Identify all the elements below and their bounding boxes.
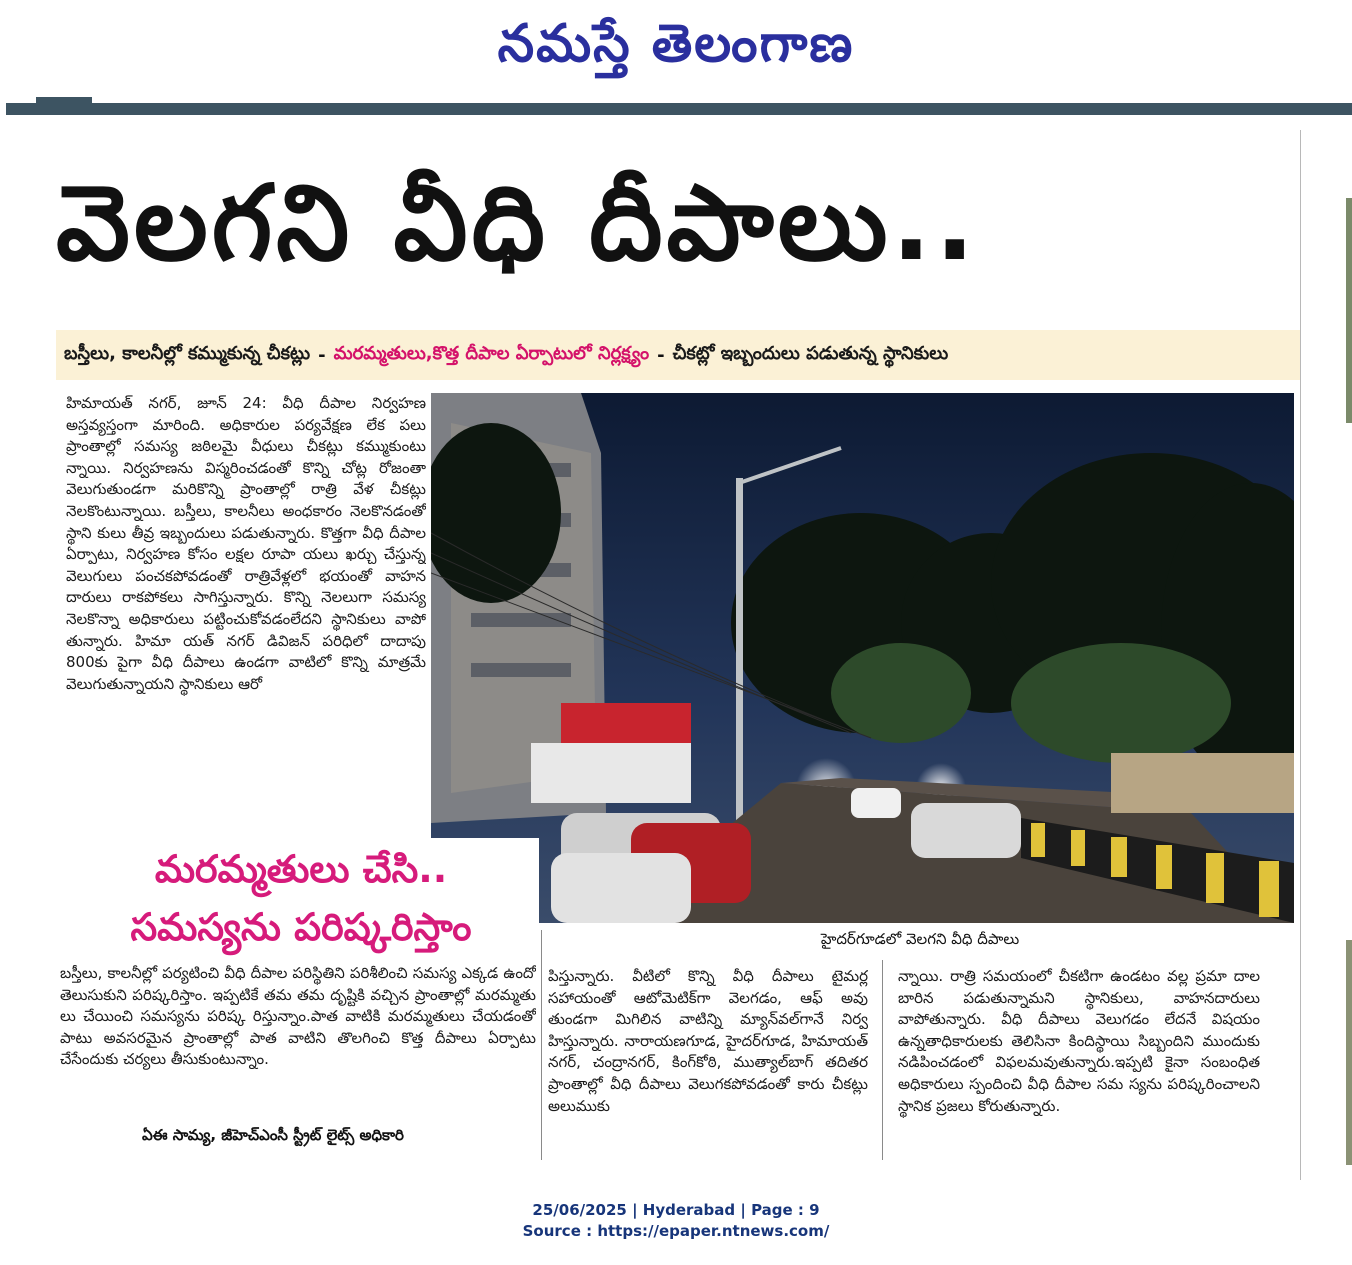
- column-rule: [541, 930, 542, 1160]
- deck-middle: మరమ్మతులు,కొత్త దీపాల ఏర్పాటులో నిర్లక్ష్యం: [333, 342, 650, 364]
- deck-separator: -: [657, 344, 665, 366]
- masthead: [0, 0, 1352, 100]
- column-rule: [882, 960, 883, 1160]
- deck-separator: -: [318, 344, 326, 366]
- street-photo: [431, 393, 1294, 923]
- article-column-3: న్నాయి. రాత్రి సమయంలో చీకటిగా ఉండటం వల్ల ప్రమా దాల బారిన పడుతున్నామని స్థానికులు, వాహనదారులు వాపోతున్నారు. వీధి దీపాలు వెలుగడం లేదనే విషయం ఉన్నతాధికారులకు తెలిసినా కిందిస్థాయి సిబ్బందిని ముందుకు నడిపించడంలో విఫలమవుతున్నారు.ఇప్పటి కైనా సంబంధిత అధికారులు స్పందించి వీధి దీపాల సమ స్యను పరిష్కరించాలని స్థానిక ప్రజలు కోరుతున్నారు.: [898, 967, 1260, 1115]
- adjacent-photo: [1346, 940, 1352, 1165]
- headline: వెలగని వీధి దీపాలు..: [56, 162, 979, 284]
- pull-quote-attribution: ఏఈ సామ్య, జీహెచ్ఎంసీ స్ట్రీట్ లైట్స్ అధికారి: [142, 1126, 404, 1144]
- pull-quote-body: బస్తీలు, కాలనీల్లో పర్యటించి వీధి దీపాల పరిస్థితిని పరిశీలించి సమస్య ఎక్కడ ఉందో తెలుసుకుని పరిష్కరిస్తాం. ఇప్పటికే తమ తమ దృష్టికి వచ్చిన ప్రాంతాల్లో మరమ్మతు లు చేయించి సమస్యను పరిష్క రిస్తున్నాం.పాత వాటికి మరమ్మతులు చేయడంతో పాటు అవసరమైన ప్రాంతాల్లో పాత వాటిని తొలగించి కొత్త దీపాలు ఏర్పాటు చేసేందుకు చర్యలు తీసుకుంటున్నాం.: [60, 964, 536, 1069]
- photo-caption: హైదర్‌గూడలో వెలగని వీధి దీపాలు: [820, 930, 1020, 948]
- article-column-2: పిస్తున్నారు. వీటిలో కొన్ని వీధి దీపాలు టైమర్ల సహాయంతో ఆటోమెటిక్‌గా వెలగడం, ఆఫ్ అవు తుండగా మిగిలిన వాటిన్ని మ్యాన్‌వల్‌గానే నిర్వ హిస్తున్నారు. నారాయణగూడ, హైదర్‌గూడ, హిమాయత్ నగర్, చంద్రానగర్, కింగ్‌కోఠి, ముత్యాల్‌బాగ్ తదితర ప్రాంతాల్లో వీధి దీపాలు వెలుగకపోవడంతో కారు చీకట్లు అలుముకు: [548, 967, 868, 1115]
- deck-right: చీకట్లో ఇబ్బందులు పడుతున్న స్థానికులు: [672, 342, 949, 364]
- sub-headline-bar: [56, 330, 1300, 380]
- deck-left: బస్తీలు, కాలనీల్లో కమ్ముకున్న చీకట్లు: [64, 342, 311, 364]
- page-footer: [0, 1200, 1352, 1242]
- masthead-rule: [6, 103, 1352, 115]
- pull-quote-line-2: సమస్యను పరిష్కరిస్తాం: [130, 905, 472, 949]
- column-divider: [1300, 130, 1301, 1180]
- article-column-1: హిమాయత్ నగర్, జూన్ 24: వీధి దీపాల నిర్వహణ అస్తవ్యస్తంగా మారింది. అధికారుల పర్యవేక్షణ లేక పలు ప్రాంతాల్లో సమస్య జఠిలమై వీధులు చీకట్లు కమ్ముకుంటు న్నాయి. నిర్వహణను విస్మరించడంతో కొన్ని చోట్ల రోజంతా వెలుగుతుండగా మరికొన్ని ప్రాంతాల్లో రాత్రి వేళ చీకట్లు నెలకొంటున్నాయి. బస్తీలు, కాలనీలు అంధకారం నెలకొనడంతో స్థాని కులు తీవ్ర ఇబ్బందులు పడుతున్నారు. కొత్తగా వీధి దీపాల ఏర్పాటు, నిర్వహణ కోసం లక్షల రూపా యలు ఖర్చు చేస్తున్న వెలుగులు పంచకపోవడంతో రాత్రివేళ్లలో భయంతో వాహన దారులు రాకపోకలు సాగిస్తున్నారు. కొన్ని నెలలుగా సమస్య నెలకొన్నా అధికారులు పట్టించుకోవడంలేదని స్థానికులు వాపో తున్నారు. హిమా యత్ నగర్ డివిజన్ పరిధిలో దాదాపు 800కు పైగా వీధి దీపాలు ఉండగా వాటిలో కొన్ని మాత్రమే వెలుగుతున్నాయని స్థానికులు ఆరో: [66, 394, 426, 693]
- publication-info: 25/06/2025 | Hyderabad | Page : 9: [532, 1201, 820, 1219]
- pull-quote-line-1: మరమ్మతులు చేసి..: [154, 847, 448, 891]
- pull-quote: [66, 840, 536, 956]
- newspaper-logo: నమస్తే తెలంగాణ: [497, 13, 855, 74]
- source-link[interactable]: Source : https://epaper.ntnews.com/: [522, 1222, 830, 1240]
- adjacent-photo: [1346, 198, 1352, 423]
